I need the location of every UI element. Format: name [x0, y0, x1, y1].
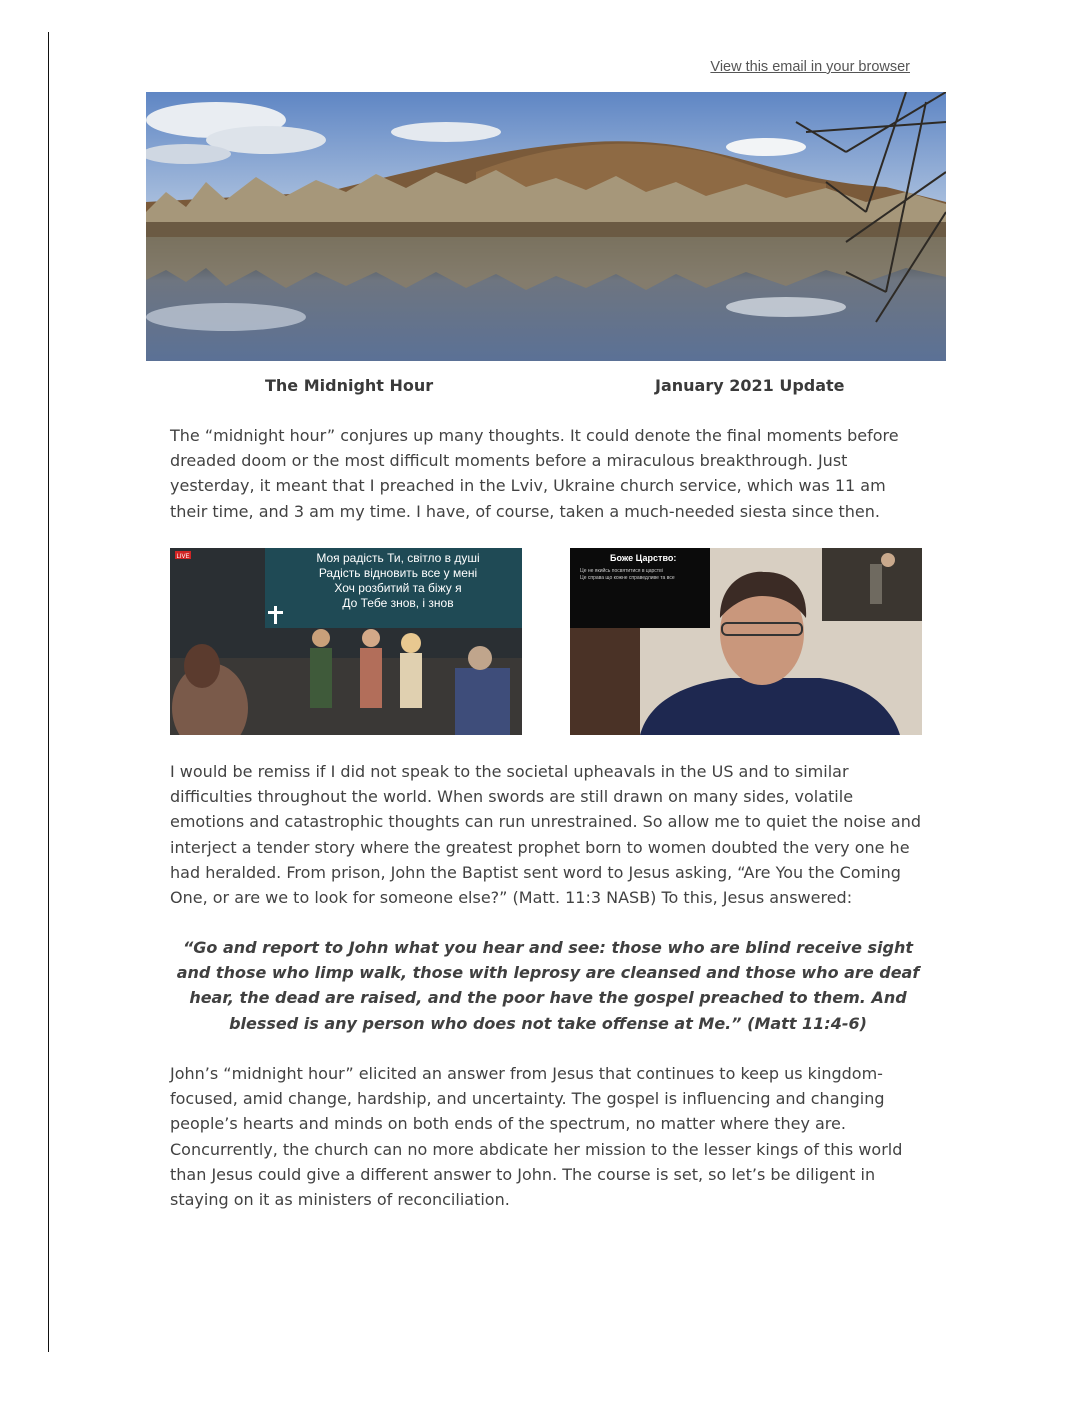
body-paragraph-4: John’s “midnight hour” elicited an answer from Jesus that continues to keep us kingdom-focused, amid change, hardship, and uncertainty. The gospel is influencing and changing people’s hearts and minds on both ends of the spectrum, no matter where they are. Concurrently, the church can no more abdicate her mission to the lesser kings of this world than Jesus could give a different answer to John. The course is set, so let’s be diligent in staying on it as ministers of reconciliation. — [170, 1064, 903, 1210]
preacher-video-call-photo — [570, 548, 922, 735]
body-paragraph-1: The “midnight hour” conjures up many thoughts. It could denote the final moments before dreaded doom or the most difficult moments before a miraculous breakthrough. Just yesterday, it meant that I preached in the Lviv, Ukraine church service, which was 11 am their time, and 3 am my time. I have, of course, taken a much-needed siesta since then. — [170, 426, 899, 521]
live-badge: LIVE — [176, 554, 190, 560]
lyrics-line-3: Хоч розбитий та біжу я — [334, 581, 462, 595]
slide-bullet-2: Це справа що кожне справедливе та все — [580, 575, 675, 581]
worship-band-photo — [170, 548, 522, 735]
left-border-line — [48, 32, 49, 1352]
newsletter-title: The Midnight Hour — [265, 376, 434, 395]
slide-title: Боже Царство: — [610, 553, 677, 563]
lyrics-line-1: Моя радість Ти, світло в душі — [316, 551, 480, 565]
scripture-quote: “Go and report to John what you hear and see: those who are blind receive sight and those who limp walk, those with leprosy are cleansed and those who are deaf hear, the dead are raised, and the poor have the gospel preached to them. And blessed is any person who does not take offense at Me.” (Matt 11:4-6) — [176, 938, 920, 1033]
view-in-browser-link[interactable]: View this email in your browser — [710, 59, 910, 75]
newsletter-header-row — [146, 376, 946, 400]
lyrics-line-2: Радість відновить все у мені — [318, 566, 478, 580]
lyrics-line-4: До Тебе знов, і знов — [342, 596, 454, 610]
hero-lake-image — [146, 92, 946, 361]
slide-bullet-1: Це не якийсь посвятитися в царстві — [580, 568, 663, 574]
body-paragraph-2: I would be remiss if I did not speak to the societal upheavals in the US and to similar difficulties throughout the world. When swords are still drawn on many sides, volatile emotions and catastrophic thoughts can run unrestrained. So allow me to quiet the noise and interject a tender story where the greatest prophet born to women doubted the very one he had heralded. From prison, John the Baptist sent word to Jesus asking, “Are You the Coming One, or are we to look for someone else?” (Matt. 11:3 NASB) To this, Jesus answered: — [170, 762, 921, 908]
newsletter-date: January 2021 Update — [655, 376, 845, 395]
